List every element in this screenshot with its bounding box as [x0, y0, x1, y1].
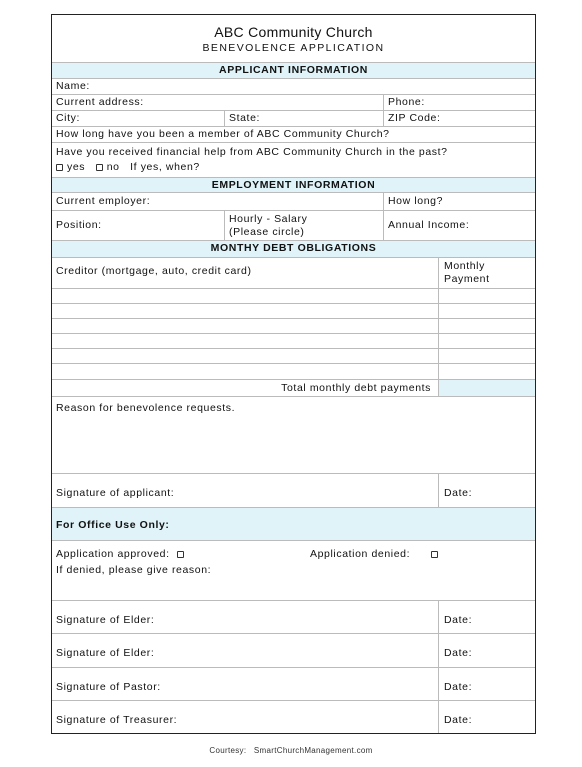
applicant-signature-row — [52, 474, 535, 508]
elder-signature-row-2 — [52, 634, 535, 668]
pay-type-cell — [224, 211, 383, 240]
debt-row[interactable] — [52, 304, 535, 319]
no-checkbox[interactable] — [96, 164, 103, 171]
name-label: Name: — [56, 80, 90, 92]
debt-header-row — [52, 258, 535, 289]
how-long-cell — [383, 193, 535, 210]
debt-section-title: MONTHY DEBT OBLIGATIONS — [210, 242, 377, 254]
debt-row[interactable] — [52, 364, 535, 380]
pastor-signature-label: Signature of Pastor: — [56, 681, 161, 693]
payment-header-cell — [438, 258, 535, 288]
approved-label: Application approved: — [56, 548, 170, 560]
zip-cell — [383, 111, 535, 126]
debt-row[interactable] — [52, 289, 535, 304]
denied-checkbox[interactable] — [431, 551, 438, 558]
yes-checkbox[interactable] — [56, 164, 63, 171]
phone-cell — [383, 95, 535, 110]
reason-row[interactable] — [52, 397, 535, 474]
treasurer-date-label: Date: — [444, 714, 473, 726]
reason-label: Reason for benevolence requests. — [56, 402, 236, 414]
debt-payment-cell[interactable] — [438, 289, 535, 303]
applicant-date-cell — [438, 474, 535, 507]
treasurer-signature-row — [52, 701, 535, 733]
employer-row — [52, 193, 535, 211]
approval-row — [52, 541, 535, 601]
if-yes-label: If yes, when? — [130, 161, 200, 173]
church-title: ABC Community Church — [214, 24, 373, 40]
phone-label: Phone: — [388, 96, 425, 108]
payment-header-line1: Monthly — [444, 260, 485, 272]
applicant-signature-label: Signature of applicant: — [56, 487, 175, 499]
form-header — [52, 15, 535, 63]
no-label: no — [106, 161, 120, 173]
elder-signature-row-1 — [52, 601, 535, 634]
office-section-title: For Office Use Only: — [56, 519, 170, 531]
hourly-salary-label: Hourly - Salary — [229, 213, 308, 225]
denied-label: Application denied: — [310, 548, 411, 560]
elder-signature-label-1: Signature of Elder: — [56, 614, 155, 626]
total-label: Total monthly debt payments — [281, 382, 431, 394]
elder-signature-label-2: Signature of Elder: — [56, 647, 155, 659]
employment-section-title: EMPLOYMENT INFORMATION — [211, 179, 376, 191]
yes-label: yes — [67, 161, 86, 173]
annual-income-label: Annual Income: — [388, 219, 470, 231]
debt-payment-cell[interactable] — [438, 349, 535, 363]
treasurer-signature-label: Signature of Treasurer: — [56, 714, 178, 726]
zip-label: ZIP Code: — [388, 112, 441, 124]
form-subtitle: BENEVOLENCE APPLICATION — [202, 42, 385, 54]
pastor-signature-row — [52, 668, 535, 701]
total-value-cell[interactable] — [438, 380, 535, 396]
pastor-date-cell — [438, 668, 535, 700]
payment-header-line2: Payment — [444, 273, 490, 285]
debt-section-header — [52, 241, 535, 258]
treasurer-date-cell — [438, 701, 535, 733]
position-label: Position: — [56, 219, 102, 231]
debt-row[interactable] — [52, 319, 535, 334]
elder-date-cell-2 — [438, 634, 535, 667]
debt-row[interactable] — [52, 334, 535, 349]
denied-field — [310, 548, 442, 560]
position-row — [52, 211, 535, 241]
elder-date-label-2: Date: — [444, 647, 473, 659]
courtesy-source: SmartChurchManagement.com — [253, 746, 373, 755]
annual-income-cell — [383, 211, 535, 240]
current-address-label: Current address: — [56, 96, 144, 108]
debt-payment-cell[interactable] — [438, 304, 535, 318]
name-row — [52, 79, 535, 95]
help-question: Have you received financial help from ABC Community Church in the past? — [56, 146, 448, 158]
courtesy-label: Courtesy: — [209, 746, 247, 755]
help-answer — [56, 161, 200, 173]
city-label: City: — [56, 112, 80, 124]
denied-reason-label: If denied, please give reason: — [56, 564, 212, 576]
approved-checkbox[interactable] — [177, 551, 184, 558]
applicant-section-title: APPLICANT INFORMATION — [219, 64, 368, 76]
footer-credit — [0, 746, 582, 755]
current-employer-label: Current employer: — [56, 195, 151, 207]
member-row — [52, 127, 535, 143]
elder-date-label-1: Date: — [444, 614, 473, 626]
pastor-date-label: Date: — [444, 681, 473, 693]
applicant-date-label: Date: — [444, 487, 473, 499]
approved-field — [56, 548, 188, 560]
city-row — [52, 111, 535, 127]
debt-payment-cell[interactable] — [438, 319, 535, 333]
help-row — [52, 143, 535, 177]
benevolence-form — [51, 14, 536, 734]
debt-payment-cell[interactable] — [438, 364, 535, 379]
creditor-header: Creditor (mortgage, auto, credit card) — [56, 265, 252, 277]
state-label: State: — [229, 112, 261, 124]
total-row — [52, 380, 535, 397]
how-long-label: How long? — [388, 195, 444, 207]
member-question: How long have you been a member of ABC Community Church? — [56, 128, 390, 140]
elder-date-cell-1 — [438, 601, 535, 633]
state-cell — [224, 111, 383, 126]
address-row — [52, 95, 535, 111]
debt-payment-cell[interactable] — [438, 334, 535, 348]
applicant-section-header — [52, 63, 535, 79]
debt-row[interactable] — [52, 349, 535, 364]
employment-section-header — [52, 177, 535, 193]
office-section-header — [52, 508, 535, 541]
please-circle-label: (Please circle) — [229, 226, 305, 238]
